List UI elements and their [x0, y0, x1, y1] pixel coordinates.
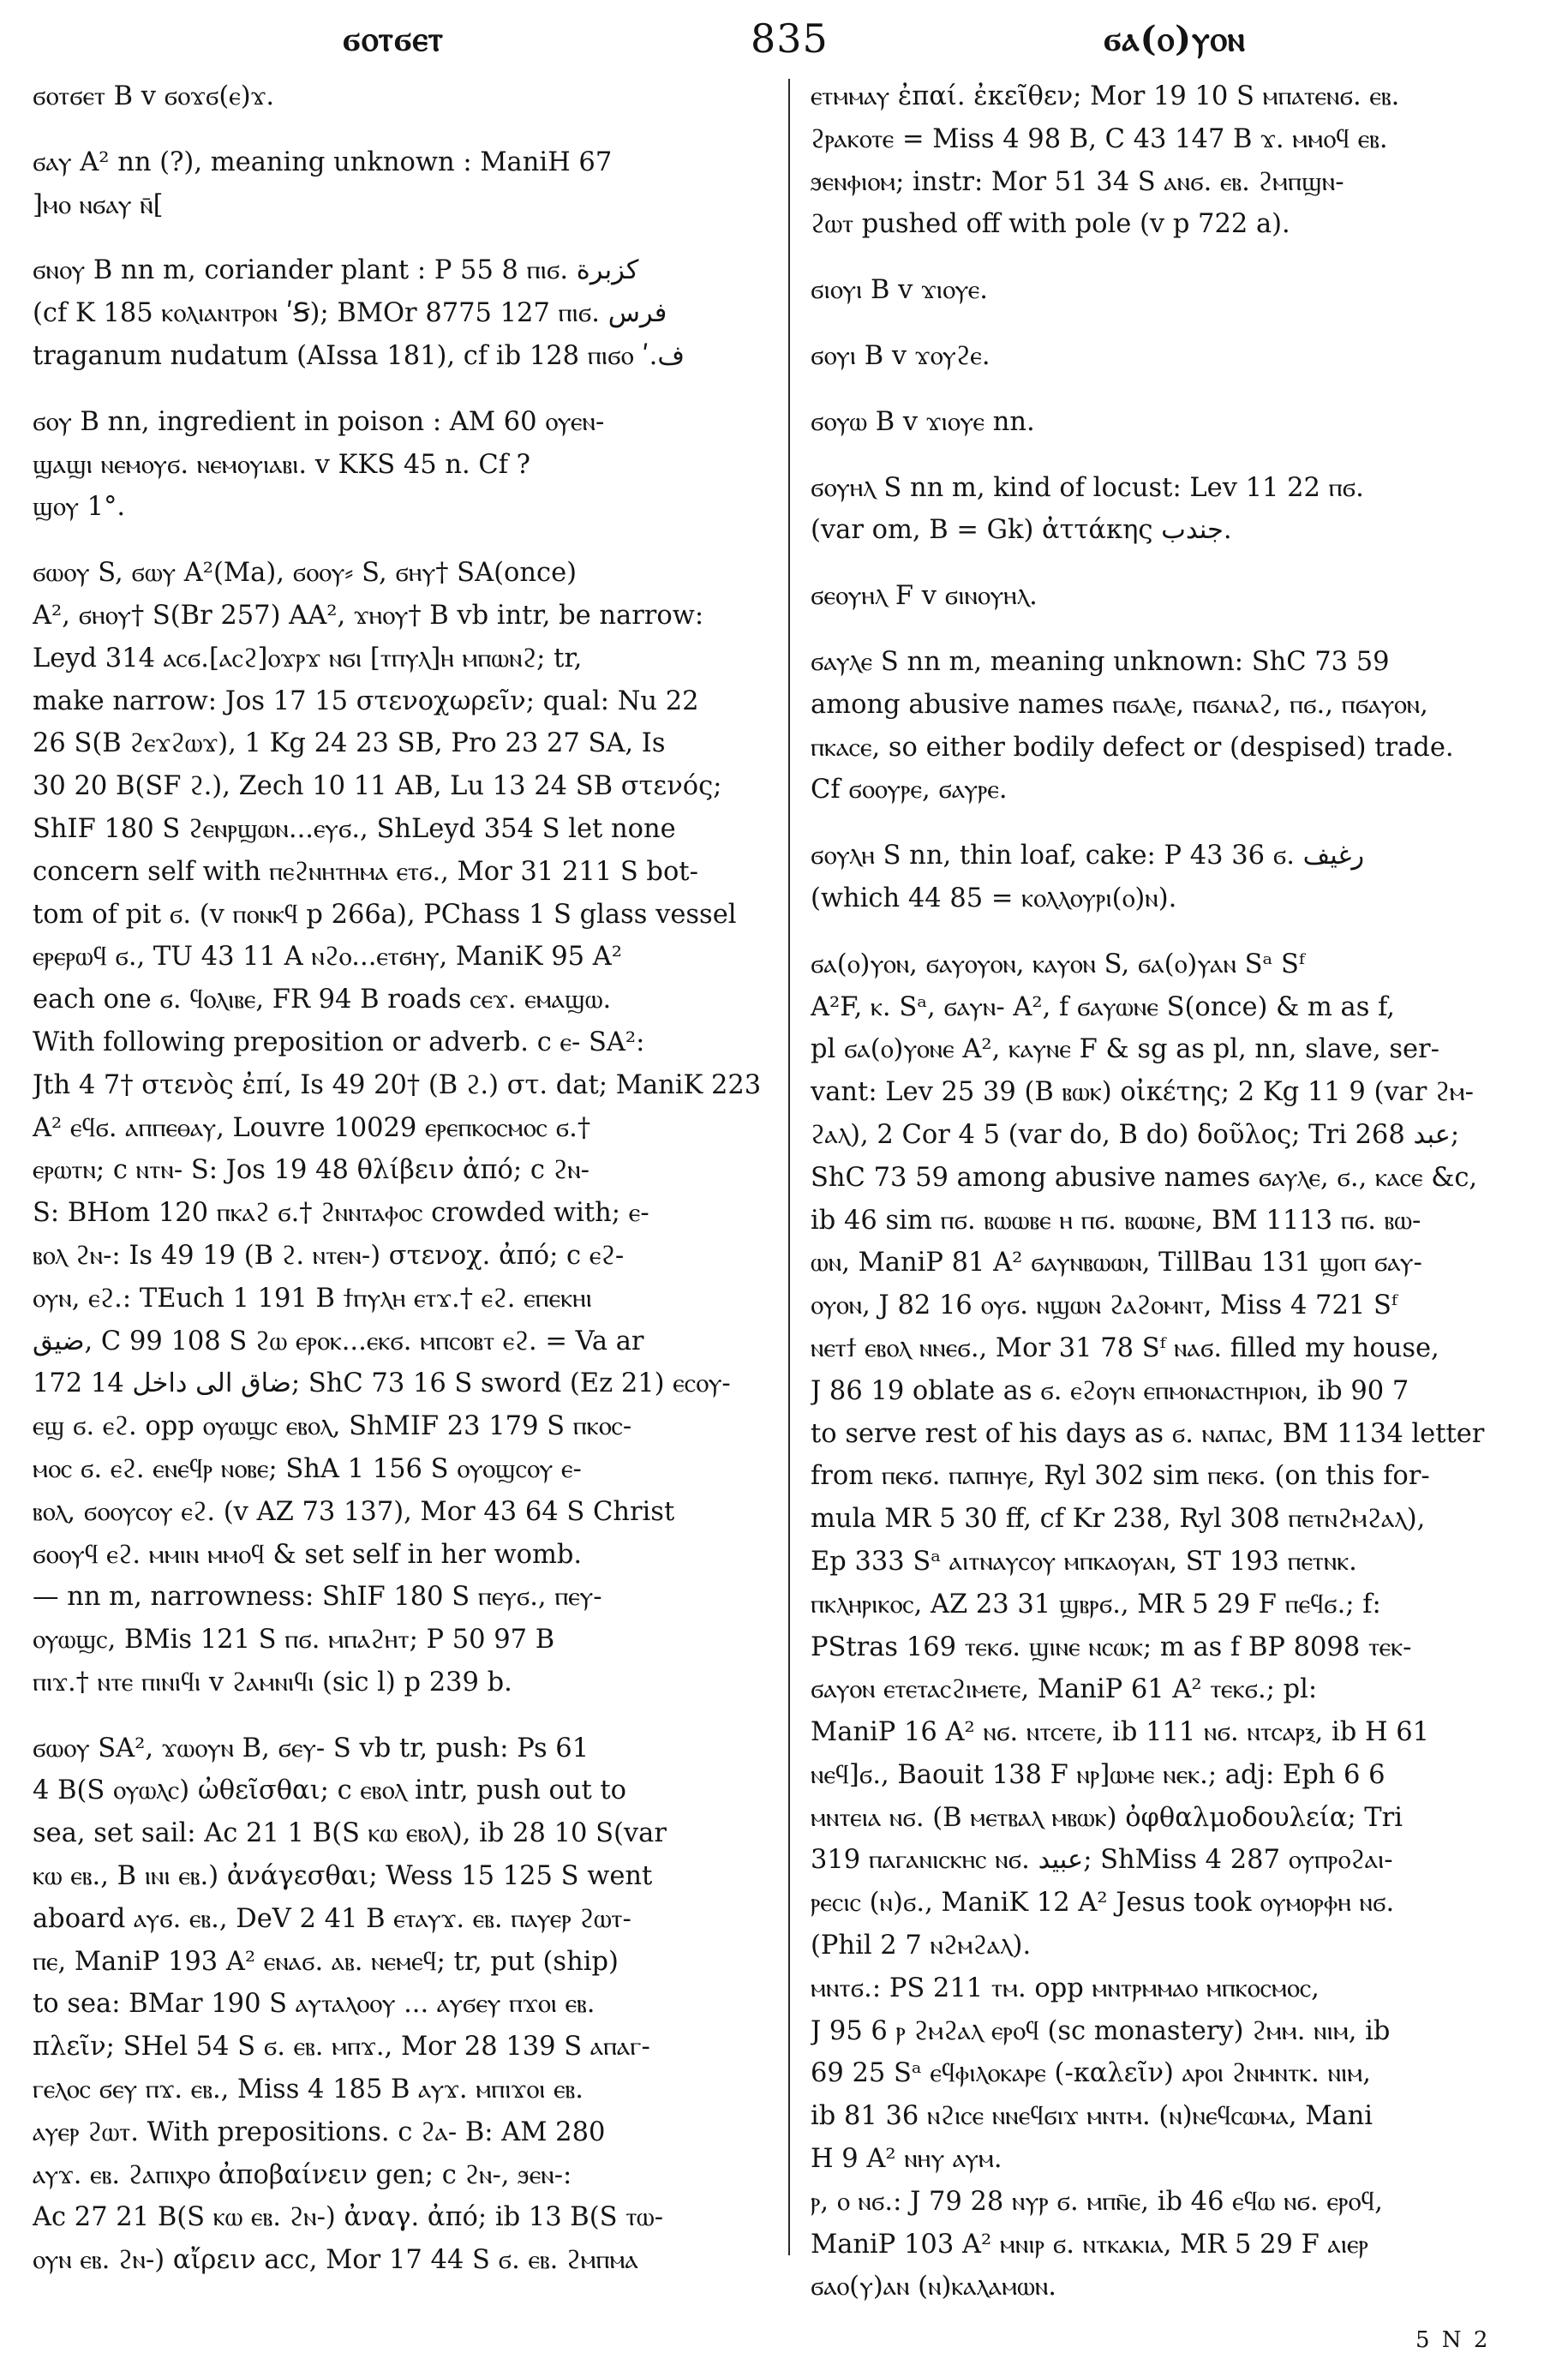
- dictionary-entry: [811, 467, 1551, 553]
- entry-line: ⲃⲟⲗ, ϭⲟⲟⲩⲥⲟⲩ ⲉϩ. (v AZ 73 137), Mor 43 64 S Christ: [33, 1496, 675, 1527]
- entry-line: ⲙⲛⲧⲉⲓⲁ ⲛϭ. (B ⲙⲉⲧⲃⲁⲗ ⲙⲃⲱⲕ) ὀφθαλμοδουλεία; Tri: [811, 1802, 1403, 1833]
- entry-line: ϭⲁ(ⲟ)ⲩⲟⲛ, ϭⲁⲩⲟⲩⲟⲛ, ⲕⲁⲩⲟⲛ S, ϭⲁ(ⲟ)ⲩⲁⲛ Sᵃ Sᶠ: [811, 949, 1305, 979]
- dictionary-entry: [811, 943, 1551, 2309]
- entry-line: Cf ϭⲟⲟⲩⲣⲉ, ϭⲁⲩⲣⲉ.: [811, 775, 1008, 805]
- entry-line: Leyd 314 ⲁⲥϭ.[ⲁⲥϩ]ⲟϫⲣϫ ⲛϭⲓ [ⲧⲡⲩⲗ]ⲏ ⲙⲡⲱⲛϩ; tr,: [33, 643, 583, 674]
- entry-line: ϩⲣⲁⲕⲟⲧⲉ = Miss 4 98 B, C 43 147 B ϫ. ⲙⲙⲟϥ ⲉⲃ.: [811, 123, 1388, 154]
- entry-line: mula MR 5 30 ff, cf Kr 238, Ryl 308 ⲡⲉⲧⲛϩⲙϩⲁⲗ),: [811, 1504, 1426, 1535]
- entry-line: ManiP 103 A² ⲙⲛⲓⲣ ϭ. ⲛⲧⲕⲁⲕⲓⲁ, MR 5 29 F ⲁⲓⲉⲣ: [811, 2229, 1368, 2260]
- entry-gap: [811, 920, 1551, 943]
- entry-line: ⲣ, ⲟ ⲛϭ.: J 79 28 ⲛⲩⲣ ϭ. ⲙⲡⲛ̄ⲉ, ib 46 ⲉϥⲱ ⲛϭ. ⲉⲣⲟϥ,: [811, 2186, 1383, 2217]
- running-head-left: ϭⲟⲧϭⲉⲧ: [343, 19, 444, 59]
- entry-line: concern self with ⲡⲉϩⲛⲏⲧⲏⲙⲁ ⲉⲧϭ., Mor 31 211 S bot-: [33, 856, 698, 887]
- dictionary-entry: [811, 641, 1551, 811]
- entry-line: A², ϭⲏⲟⲩ† S(Br 257) AA², ϫⲏⲟⲩ† B vb intr, be narrow:: [33, 600, 704, 631]
- entry-line: PStras 169 ⲧⲉⲕϭ. ϣⲓⲛⲉ ⲛⲥⲱⲕ; m as f BP 8098 ⲧⲉⲕ-: [811, 1632, 1412, 1662]
- entry-line: ManiP 16 A² ⲛϭ. ⲛⲧⲥⲉⲧⲉ, ib 111 ⲛϭ. ⲛⲧⲥⲁⲣⲝ, ib H 61: [811, 1717, 1430, 1748]
- entry-line: (which 44 85 = ⲕⲟⲗⲗⲟⲩⲣⲓ(ⲟ)ⲛ).: [811, 883, 1177, 913]
- running-head-right: ϭⲁ(ⲟ)ⲩⲟⲛ: [1104, 19, 1246, 59]
- entry-line: ⲛⲉϥ]ϭ., Baouit 138 F ⲛⲣ]ⲱⲙⲉ ⲛⲉⲕ.; adj: Eph 6 6: [811, 1759, 1385, 1790]
- dictionary-entry: [811, 335, 1551, 378]
- entry-line: ضيق, C 99 108 S ϩⲱ ⲉⲣⲟⲕ...ⲉⲕϭ. ⲙⲡⲥⲟⲃⲧ ⲉϩ. = Va ar: [33, 1326, 644, 1356]
- entry-line: ⲡⲉ, ManiP 193 A² ⲉⲛⲁϭ. ⲁⲃ. ⲛⲉⲙⲉϥ; tr, put (ship): [33, 1946, 619, 1977]
- entry-line: ⲟⲩⲱϣⲥ, BMis 121 S ⲡϭ. ⲙⲡⲁϩⲏⲧ; P 50 97 B: [33, 1625, 555, 1656]
- entry-line: — nn m, narrowness: ShIF 180 S ⲡⲉⲩϭ., ⲡⲉⲩ-: [33, 1582, 602, 1613]
- entry-gap: [33, 226, 776, 249]
- entry-line: ϭⲟⲩⲓ B v ϫⲟⲩϩⲉ.: [811, 340, 990, 371]
- entry-line: ⲃⲟⲗ ϩⲛ-: Is 49 19 (B ϩ. ⲛⲧⲉⲛ-) στενοχ. ἀπό; c ⲉϩ-: [33, 1240, 625, 1271]
- entry-line: ϭⲱⲟⲩ S, ϭⲱⲩ A²(Ma), ϭⲟⲟⲩ⸗ S, ϭⲏⲩ† SA(once): [33, 558, 578, 589]
- entry-line: A²F, ⲕ. Sᵃ, ϭⲁⲩⲛ- A², f ϭⲁⲩⲱⲛⲉ S(once) & m as f,: [811, 991, 1395, 1022]
- entry-line: ShC 73 59 among abusive names ϭⲁⲩⲗⲉ, ϭ., ⲕⲁⲥⲉ &c,: [811, 1162, 1478, 1193]
- dictionary-entry: [811, 835, 1551, 920]
- left-column: [33, 75, 776, 2282]
- entry-line: ]ⲙⲟ ⲛϭⲁⲩ ⲛ̄[: [33, 189, 164, 220]
- entry-line: tom of pit ϭ. (v ⲡⲟⲛⲕϥ p 266a), PChass 1 S glass vessel: [33, 899, 737, 930]
- entry-line: to sea: BMar 190 S ⲁⲩⲧⲁⲗⲟⲟⲩ ... ⲁⲩϭⲉⲩ ⲡϫⲟⲓ ⲉⲃ.: [33, 1989, 595, 2020]
- entry-gap: [811, 378, 1551, 401]
- entry-line: ϩⲱⲧ pushed off with pole (v p 722 a).: [811, 209, 1290, 240]
- entry-line: Jth 4 7† στενὸς ἐπί, Is 49 20† (B ϩ.) στ. dat; ManiK 223: [33, 1069, 762, 1100]
- entry-gap: [811, 811, 1551, 835]
- dictionary-entry: [33, 1727, 776, 2282]
- dictionary-entry: [33, 249, 776, 377]
- entry-line: ϣⲟⲩ 1°.: [33, 492, 126, 523]
- entry-line: πλεῖν; SHel 54 S ϭ. ⲉⲃ. ⲙⲡϫ., Mor 28 139 S ⲁⲡⲁⲅ-: [33, 2032, 650, 2063]
- entry-line: ϭⲁⲩ A² nn (?), meaning unknown : ManiH 67: [33, 147, 613, 177]
- entry-line: ⲟⲩⲛ ⲉⲃ. ϩⲛ-) αἴρειν acc, Mor 17 44 S ϭ. ⲉⲃ. ϩⲙⲡⲙⲁ: [33, 2245, 638, 2276]
- entry-line: ShIF 180 S ϩⲉⲛⲣϣⲱⲛ...ⲉⲩϭ., ShLeyd 354 S let none: [33, 813, 676, 844]
- entry-gap: [33, 118, 776, 141]
- dictionary-entry: [33, 552, 776, 1704]
- entry-gap: [811, 312, 1551, 335]
- dictionary-entry: [811, 401, 1551, 444]
- entry-line: vant: Lev 25 39 (B ⲃⲱⲕ) οἰκέτης; 2 Kg 11 9 (var ϩⲙ-: [811, 1077, 1474, 1108]
- dictionary-entry: [33, 75, 776, 118]
- entry-line: (cf K 185 ⲕⲟⲗⲓⲁⲛⲧⲣⲟⲛ ʹꞨ); BMOr 8775 127 ⲡⲓϭ. فرس: [33, 298, 667, 329]
- entry-line: ϣⲁϣⲓ ⲛⲉⲙⲟⲩϭ. ⲛⲉⲙⲟⲩⲓⲁⲃⲓ. v KKS 45 n. Cf ?: [33, 449, 531, 480]
- entry-line: ⲟⲩⲟⲛ, J 82 16 ⲟⲩϭ. ⲛϣⲱⲛ ϩⲁϩⲟⲙⲛⲧ, Miss 4 721 Sᶠ: [811, 1290, 1397, 1321]
- entry-line: With following preposition or adverb. c ⲉ- SA²:: [33, 1027, 645, 1057]
- entry-line: 69 25 Sᵃ ⲉϥⲫⲓⲗⲟⲕⲁⲣⲉ (-καλεῖν) ⲁⲣⲟⲓ ϩⲛⲙⲛⲧⲕ. ⲛⲓⲙ,: [811, 2058, 1371, 2089]
- entry-line: ⲉϣ ϭ. ⲉϩ. opp ⲟⲩⲱϣⲥ ⲉⲃⲟⲗ, ShMIF 23 179 S ⲡⲕⲟⲥ-: [33, 1411, 632, 1442]
- entry-line: ⲕⲱ ⲉⲃ., B ⲓⲛⲓ ⲉⲃ.) ἀνάγεσθαι; Wess 15 125 S went: [33, 1861, 653, 1892]
- dictionary-entry: [811, 575, 1551, 618]
- dictionary-entry: [811, 269, 1551, 312]
- entry-line: pl ϭⲁ(ⲟ)ⲩⲟⲛⲉ A², ⲕⲁⲩⲛⲉ F & sg as pl, nn, slave, ser-: [811, 1034, 1439, 1065]
- entry-line: ⲅⲉⲗⲟⲥ ϭⲉⲩ ⲡϫ. ⲉⲃ., Miss 4 185 B ⲁⲩϫ. ⲙⲡⲓϫⲟⲓ ⲉⲃ.: [33, 2075, 584, 2105]
- entry-line: ⲉⲣⲉⲣⲱϥ ϭ., TU 43 11 A ⲛϩⲟ...ⲉⲧϭⲏⲩ, ManiK 95 A²: [33, 942, 622, 973]
- entry-line: ϭⲟⲟⲩϥ ⲉϩ. ⲙⲙⲓⲛ ⲙⲙⲟϥ & set self in her womb.: [33, 1539, 583, 1570]
- entry-line: H 9 A² ⲛⲏⲩ ⲁⲩⲙ.: [811, 2144, 1002, 2175]
- entry-line: 4 B(S ⲟⲩⲱⲗⲥ) ὠθεῖσθαι; c ⲉⲃⲟⲗ intr, push out to: [33, 1775, 627, 1806]
- entry-line: 172 14 ضاق الى داخل; ShC 73 16 S sword (Ez 21) ⲉⲥⲟⲩ-: [33, 1368, 731, 1399]
- entry-line: ib 46 sim ⲡϭ. ⲃⲱⲱⲃⲉ ⲏ ⲡϭ. ⲃⲱⲱⲛⲉ, BM 1113 ⲡϭ. ⲃⲱ-: [811, 1205, 1421, 1236]
- entry-line: ⲟⲩⲛ, ⲉϩ.: TEuch 1 191 B ϯⲡⲩⲗⲏ ⲉⲧϫ.† ⲉϩ. ⲉⲡⲉⲕⲏⲓ: [33, 1283, 592, 1314]
- entry-gap: [33, 529, 776, 552]
- entry-line: ϭⲓⲟⲩⲓ B v ϫⲓⲟⲩⲉ.: [811, 275, 989, 306]
- entry-line: 319 ⲡⲁⲅⲁⲛⲓⲥⲕⲏⲥ ⲛϭ. عبيد; ShMiss 4 287 ⲟⲩⲡⲣⲟϩⲁⲓ-: [811, 1845, 1393, 1876]
- entry-line: J 86 19 oblate as ϭ. ⲉϩⲟⲩⲛ ⲉⲡⲙⲟⲛⲁⲥⲧⲏⲣⲓⲟⲛ, ib 90 7: [811, 1375, 1409, 1406]
- right-column: [811, 75, 1551, 2308]
- entry-line: ϭⲁⲩⲗⲉ S nn m, meaning unknown: ShC 73 59: [811, 646, 1390, 677]
- entry-line: ϭⲁⲩⲟⲛ ⲉⲧⲉⲧⲁⲥϩⲓⲙⲉⲧⲉ, ManiP 61 A² ⲧⲉⲕϭ.; pl:: [811, 1674, 1318, 1705]
- entry-line: Ep 333 Sᵃ ⲁⲓⲧⲛⲁⲩⲥⲟⲩ ⲙⲡⲕⲁⲟⲩⲁⲛ, ST 193 ⲡⲉⲧⲛⲕ.: [811, 1546, 1357, 1577]
- entry-line: ϧⲉⲛⲫⲓⲟⲙ; instr: Mor 51 34 S ⲁⲛϭ. ⲉⲃ. ϩⲙⲡϣⲛ-: [811, 166, 1344, 197]
- entry-line: J 95 6 ⲣ ϩⲙϩⲁⲗ ⲉⲣⲟϥ (sc monastery) ϩⲙⲙ. ⲛⲓⲙ, ib: [811, 2015, 1391, 2046]
- entry-line: from ⲡⲉⲕϭ. ⲡⲁⲡⲏⲩⲉ, Ryl 302 sim ⲡⲉⲕϭ. (on this for-: [811, 1461, 1430, 1492]
- entry-gap: [811, 444, 1551, 467]
- entry-line: ϭⲟⲩⲱ B v ϫⲓⲟⲩⲉ nn.: [811, 406, 1035, 437]
- entry-line: ϩⲁⲗ), 2 Cor 4 5 (var do, B do) δοῦλος; Tri 268 عبد;: [811, 1119, 1460, 1150]
- entry-line: ϭⲟⲩⲏⲗ S nn m, kind of locust: Lev 11 22 ⲡϭ.: [811, 472, 1364, 503]
- entry-line: to serve rest of his days as ϭ. ⲛⲁⲡⲁⲥ, BM 1134 letter: [811, 1418, 1485, 1449]
- entry-line: ⲡⲕⲁⲥⲉ, so either bodily defect or (despised) trade.: [811, 732, 1454, 763]
- entry-line: Ac 27 21 B(S ⲕⲱ ⲉⲃ. ϩⲛ-) ἀναγ. ἀπό; ib 13 B(S ⲧⲱ-: [33, 2202, 664, 2233]
- entry-line: ϭⲁⲟ(ⲩ)ⲁⲛ (ⲛ)ⲕⲁⲗⲁⲙⲱⲛ.: [811, 2272, 1057, 2302]
- dictionary-entry: [33, 141, 776, 227]
- dictionary-entry: [33, 401, 776, 529]
- entry-line: ⲡⲓϫ.† ⲛⲧⲉ ⲡⲓⲛⲓϥⲓ v ϩⲁⲙⲛⲓϥⲓ (sic l) p 239 b.: [33, 1667, 512, 1697]
- entry-line: ⲙⲟⲥ ϭ. ⲉϩ. ⲉⲛⲉϥⲣ ⲛⲟⲃⲉ; ShA 1 156 S ⲟⲩⲟϣⲥⲟⲩ ⲉ-: [33, 1453, 582, 1484]
- entry-line: ϭⲛⲟⲩ B nn m, coriander plant : P 55 8 ⲡⲓϭ. كزبرة: [33, 255, 639, 286]
- column-divider: [788, 79, 790, 2255]
- entry-line: ⲉⲧⲙⲙⲁⲩ ἐπαί. ἐκεῖθεν; Mor 19 10 S ⲙⲡⲁⲧⲉⲛϭ. ⲉⲃ.: [811, 81, 1400, 111]
- entry-line: ⲛⲉⲧϯ ⲉⲃⲟⲗ ⲛⲛⲉϭ., Mor 31 78 Sᶠ ⲛⲁϭ. filled my house,: [811, 1332, 1439, 1363]
- entry-line: traganum nudatum (AIssa 181), cf ib 128 ⲡⲓϭⲟ ʹ.ف: [33, 340, 685, 371]
- entry-line: (Phil 2 7 ⲛϩⲙϩⲁⲗ).: [811, 1931, 1032, 1961]
- entry-line: ϭⲉⲟⲩⲏⲗ F v ϭⲓⲛⲟⲩⲏⲗ.: [811, 581, 1038, 612]
- entry-line: (var om, B = Gk) ἀττάκης جندب.: [811, 515, 1232, 546]
- entry-gap: [33, 1704, 776, 1727]
- entry-line: 30 20 B(SF ϩ.), Zech 10 11 AB, Lu 13 24 SB στενός;: [33, 771, 722, 802]
- dictionary-entry: [811, 75, 1551, 246]
- entry-line: A² ⲉϥϭ. ⲁⲡⲡⲉⲑⲁⲩ, Louvre 10029 ⲉⲣⲉⲡⲕⲟⲥⲙⲟⲥ ϭ.†: [33, 1112, 591, 1143]
- entry-line: make narrow: Jos 17 15 στενοχωρεῖν; qual: Nu 22: [33, 686, 699, 716]
- entry-line: ⲙⲛⲧϭ.: PS 211 ⲧⲙ. opp ⲙⲛⲧⲣⲙⲙⲁⲟ ⲙⲡⲕⲟⲥⲙⲟⲥ,: [811, 1973, 1320, 2003]
- entry-line: ϭⲟⲧϭⲉⲧ B v ϭⲟϫϭ(ⲉ)ϫ.: [33, 81, 275, 111]
- entry-line: ⲉⲣⲱⲧⲛ; c ⲛⲧⲛ- S: Jos 19 48 θλίβειν ἀπό; c ϩⲛ-: [33, 1155, 589, 1186]
- entry-line: ϭⲟⲩ B nn, ingredient in poison : AM 60 ⲟⲩⲉⲛ-: [33, 406, 605, 437]
- entry-line: ib 81 36 ⲛϩⲓⲥⲉ ⲛⲛⲉϥϭⲓϫ ⲙⲛⲧⲙ. (ⲛ)ⲛⲉϥⲥⲱⲙⲁ, Mani: [811, 2101, 1373, 2132]
- page-number: 835: [751, 15, 829, 62]
- entry-line: ϭⲱⲟⲩ SA², ϫⲱⲟⲩⲛ B, ϭⲉⲩ- S vb tr, push: Ps 61: [33, 1733, 589, 1763]
- signature-mark: 5 N 2: [1415, 2327, 1491, 2353]
- entry-line: ⲡⲕⲗⲏⲣⲓⲕⲟⲥ, AZ 23 31 ϣⲃⲣϭ., MR 5 29 F ⲡⲉϥϭ.; f:: [811, 1589, 1381, 1620]
- entry-line: sea, set sail: Ac 21 1 B(S ⲕⲱ ⲉⲃⲟⲗ), ib 28 10 S(var: [33, 1818, 667, 1849]
- entry-line: each one ϭ. ϥⲟⲗⲓⲃⲉ, FR 94 B roads ⲥⲉϫ. ⲉⲙⲁϣⲱ.: [33, 985, 612, 1015]
- entry-line: ⲁⲩⲉⲣ ϩⲱⲧ. With prepositions. c ϩⲁ- B: AM 280: [33, 2117, 606, 2147]
- entry-gap: [33, 378, 776, 401]
- entry-line: among abusive names ⲡϭⲁⲗⲉ, ⲡϭⲁⲛⲁϩ, ⲡϭ., ⲡϭⲁⲩⲟⲛ,: [811, 689, 1428, 720]
- entry-gap: [811, 246, 1551, 269]
- entry-line: ϭⲟⲩⲗⲏ S nn, thin loaf, cake: P 43 36 ϭ. رغيف: [811, 841, 1365, 871]
- entry-gap: [811, 552, 1551, 575]
- entry-line: ⲱⲛ, ManiP 81 A² ϭⲁⲩⲛⲃⲱⲱⲛ, TillBau 131 ϣⲟⲡ ϭⲁⲩ-: [811, 1248, 1422, 1278]
- entry-line: 26 S(B ϩⲉϫϩⲱϫ), 1 Kg 24 23 SB, Pro 23 27 SA, Is: [33, 728, 666, 759]
- entry-line: ⲁⲩϫ. ⲉⲃ. ϩⲁⲡⲓⲭⲣⲟ ἀποβαίνειν gen; c ϩⲛ-, ϧⲉⲛ-:: [33, 2159, 572, 2190]
- entry-gap: [811, 618, 1551, 641]
- entry-line: ⲣⲉⲥⲓⲥ (ⲛ)ϭ., ManiK 12 A² Jesus took ⲟⲩⲙⲟⲣⲫⲏ ⲛϭ.: [811, 1888, 1395, 1919]
- entry-line: S: BHom 120 ⲡⲕⲁϩ ϭ.† ϩⲛⲛⲧⲁⲫⲟⲥ crowded with; ⲉ-: [33, 1198, 649, 1229]
- entry-line: aboard ⲁⲩϭ. ⲉⲃ., DeV 2 41 B ⲉⲧⲁⲩϫ. ⲉⲃ. ⲡⲁⲩⲉⲣ ϩⲱⲧ-: [33, 1903, 631, 1934]
